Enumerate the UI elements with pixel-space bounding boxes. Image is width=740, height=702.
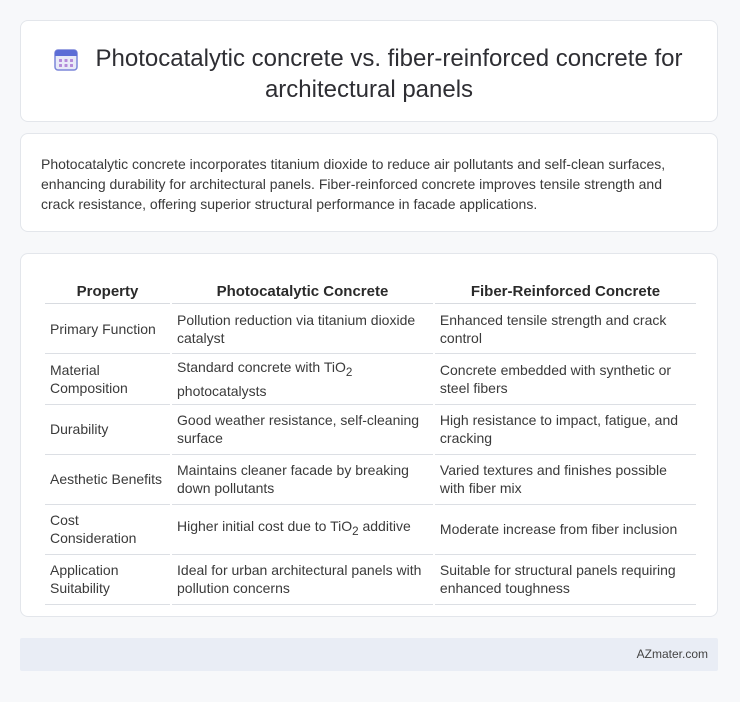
cell-property: Cost Consideration (45, 505, 170, 555)
header-property: Property (45, 274, 170, 304)
title-card (20, 20, 718, 122)
cell-property: Aesthetic Benefits (45, 455, 170, 505)
cell-fiber-reinforced: Varied textures and finishes possible with fiber mix (435, 455, 696, 505)
cell-text: Higher initial cost due to TiO (177, 518, 353, 535)
cell-fiber-reinforced: Concrete embedded with synthetic or steel fibers (435, 354, 696, 405)
cell-fiber-reinforced: High resistance to impact, fatigue, and cracking (435, 405, 696, 455)
table-row (45, 405, 696, 455)
cell-text: additive (358, 518, 411, 535)
comparison-table-card (20, 253, 718, 617)
page-title-line-1: Photocatalytic concrete vs. fiber-reinforced concrete for (95, 45, 683, 72)
table-row (45, 505, 696, 555)
subscript: 2 (352, 525, 359, 539)
intro-paragraph: Photocatalytic concrete incorporates titanium dioxide to reduce air pollutants and self-clean surfaces, enhancing durability for architectural panels. Fiber-reinforced concrete improves tensile strength and crack resistance, offering superior structural performance in facade applications. (41, 156, 666, 212)
cell-photocatalytic: Ideal for urban architectural panels with pollution concerns (172, 555, 433, 605)
cell-fiber-reinforced: Moderate increase from fiber inclusion (435, 505, 696, 555)
cell-text: photocatalysts (177, 382, 267, 399)
page-title (21, 43, 717, 105)
cell-property: Application Suitability (45, 555, 170, 605)
cell-photocatalytic (172, 505, 433, 555)
cell-property: Primary Function (45, 304, 170, 354)
cell-photocatalytic: Maintains cleaner facade by breaking down pollutants (172, 455, 433, 505)
cell-photocatalytic (172, 354, 433, 405)
cell-photocatalytic: Good weather resistance, self-cleaning surface (172, 405, 433, 455)
table-header-row (45, 274, 696, 304)
footer-brand-link[interactable]: AZmater.com (636, 647, 708, 661)
header-fiber-reinforced: Fiber-Reinforced Concrete (435, 274, 696, 304)
footer (20, 638, 718, 671)
intro-card (20, 133, 718, 232)
header-photocatalytic: Photocatalytic Concrete (172, 274, 433, 304)
cell-text: Standard concrete with TiO (177, 359, 346, 375)
comparison-table (43, 274, 698, 605)
subscript: 2 (345, 365, 353, 379)
cell-fiber-reinforced: Suitable for structural panels requiring enhanced toughness (435, 555, 696, 605)
cell-property: Durability (45, 405, 170, 455)
table-row (45, 354, 696, 405)
table-row (45, 304, 696, 354)
table-row (45, 555, 696, 605)
page-title-line-2: architectural panels (264, 76, 474, 103)
cell-photocatalytic: Pollution reduction via titanium dioxide catalyst (172, 304, 433, 354)
cell-property: Material Composition (45, 354, 170, 405)
table-row (45, 455, 696, 505)
cell-fiber-reinforced: Enhanced tensile strength and crack control (435, 304, 696, 354)
